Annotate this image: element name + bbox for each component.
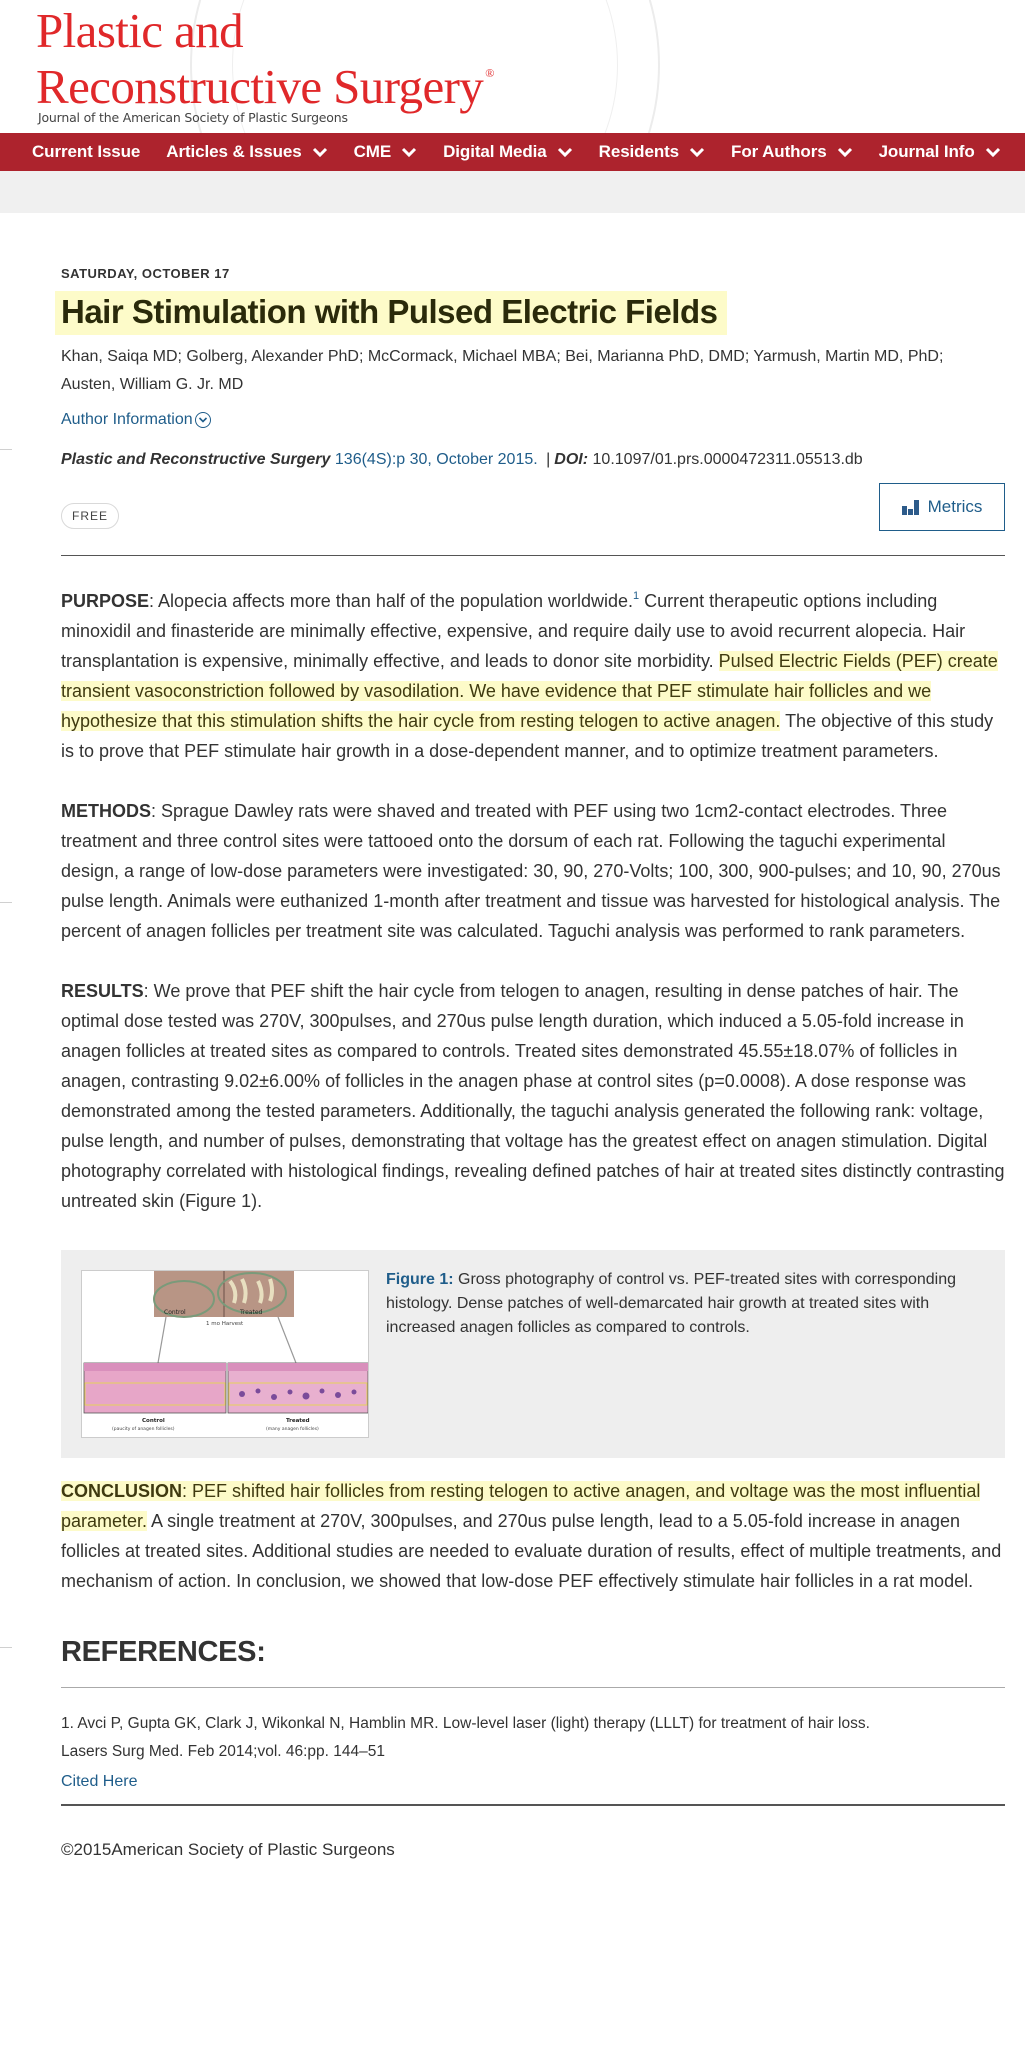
- methods-text: : Sprague Dawley rats were shaved and treated with PEF using two 1cm2-contact electrodes. Three treatment and three control sites were tattooed onto the dorsum of each rat. Following the taguchi experimental design, a range of low-dose parameters were investigated: 30, 90, 270-Volts; 100, 300, 900-pulses; and 10, 90, 270us pulse length. Animals were euthanized 1-month after treatment and tissue was harvested for histological analysis. The percent of anagen follicles per treatment site was calculated. Taguchi analysis was performed to rank parameters.: [61, 801, 1001, 941]
- sub-header-bar: [0, 171, 1025, 213]
- purpose-label: PURPOSE: [61, 591, 150, 611]
- nav-label: Articles & Issues: [166, 142, 302, 161]
- doi-value: 10.1097/01.prs.0000472311.05513.db: [592, 451, 863, 468]
- article-title: Hair Stimulation with Pulsed Electric Fields: [55, 291, 727, 335]
- journal-logo[interactable]: [36, 3, 494, 125]
- results-section: [61, 976, 1005, 1216]
- references-divider: [61, 1687, 1005, 1688]
- nav-label: Journal Info: [878, 142, 975, 161]
- registered-mark: ®: [485, 66, 494, 80]
- nav-cme[interactable]: [354, 142, 417, 162]
- article-meta-row: [61, 483, 1005, 555]
- results-text: : We prove that PEF shift the hair cycle from telogen to anagen, resulting in dense patches of hair. The optimal dose tested was 270V, 300pulses, and 270us pulse length duration, which induced a 5.05-fold increase in anagen follicles at treated sites as compared to controls. Treated sites demonstrated 45.55±18.07% of follicles in anagen, contrasting 9.02±6.00% of follicles in the anagen phase at control sites (p=0.0008). A dose response was demonstrated among the tested parameters. Additionally, the taguchi analysis generated the following rank: voltage, pulse length, and number of pulses, demonstrating that voltage has the greatest effect on anagen stimulation. Digital photography correlated with histological findings, revealing defined patches of hair at treated sites distinctly contrasting untreated skin (Figure 1).: [61, 981, 1005, 1211]
- figure-1-caption-text: Gross photography of control vs. PEF-treated sites with corresponding histology. Dense patches of well-demarcated hair growth at treated sites with increased anagen follicles as compared to controls.: [386, 1271, 957, 1336]
- nav-journal-info[interactable]: [879, 142, 1001, 162]
- masthead: [0, 0, 1025, 133]
- thumb-sub-treated: (many anagen follicles): [266, 1427, 319, 1432]
- nav-articles-issues[interactable]: [166, 142, 327, 162]
- figure-1-image: [82, 1271, 369, 1438]
- reference-text: Lasers Surg Med. Feb 2014;vol. 46:pp. 144–51: [61, 1743, 385, 1760]
- reference-item: [61, 1710, 1005, 1796]
- thumb-label-harvest: 1 mo Harvest: [206, 1321, 244, 1327]
- citation-separator: |: [546, 451, 551, 468]
- volume-link[interactable]: 136(4S):p 30, October 2015.: [334, 451, 538, 468]
- nav-current-issue[interactable]: [32, 142, 140, 162]
- reference-text: 1. Avci P, Gupta GK, Clark J, Wikonkal N, Hamblin MR. Low-level laser (light) therapy (LLLT) for treatment of hair loss.: [61, 1715, 870, 1732]
- reference-link[interactable]: 1: [633, 590, 640, 602]
- figure-1-thumbnail[interactable]: [81, 1270, 369, 1438]
- thumb-caption-control: Control: [142, 1418, 165, 1424]
- author-information-label: Author Information: [61, 411, 193, 428]
- authors-line: Austen, William G. Jr. MD: [61, 376, 244, 393]
- thumb-caption-treated: Treated: [286, 1418, 310, 1424]
- purpose-section: [61, 586, 1005, 766]
- logo-subtitle: Journal of the American Society of Plastic Surgeons: [38, 110, 348, 125]
- thumb-sub-control: (paucity of anagen follicles): [112, 1427, 175, 1432]
- side-divider: [0, 449, 12, 450]
- doi-label: DOI:: [554, 451, 589, 468]
- article-dateline: SATURDAY, OCTOBER 17: [61, 266, 230, 281]
- nav-label: CME: [353, 142, 392, 161]
- author-information-toggle[interactable]: [61, 411, 211, 429]
- chevron-down-icon: [837, 146, 853, 158]
- free-badge: FREE: [61, 503, 119, 529]
- footer-divider: [61, 1804, 1005, 1806]
- metrics-button[interactable]: [879, 483, 1005, 531]
- chevron-down-icon: [312, 146, 328, 158]
- nav-label: Digital Media: [443, 142, 547, 161]
- chevron-down-icon: [985, 146, 1001, 158]
- logo-line-1: Plastic and: [36, 3, 244, 58]
- citation-line: [61, 451, 1005, 469]
- article: [61, 252, 1005, 1860]
- purpose-text: : Alopecia affects more than half of the population worldwide.: [149, 591, 634, 611]
- conclusion-section: [61, 1476, 1005, 1596]
- nav-digital-media[interactable]: [443, 142, 573, 162]
- conclusion-text: A single treatment at 270V, 300pulses, and 270us pulse length, lead to a 5.05-fold increase in anagen follicles at treated sites. Additional studies are needed to evaluate duration of results, effect of multiple treatments, and mechanism of action. In conclusion, we showed that low-dose PEF effectively stimulate hair follicles in a rat model.: [61, 1511, 1002, 1591]
- thumb-label-control: Control: [164, 1309, 186, 1316]
- purpose-text: Current therapeutic options including minoxidil and finasteride are minimally effective, expensive, and require daily use to avoid recurrent alopecia. Hair transplantation is expensive, minimally effective, and leads to donor site morbidity.: [61, 591, 966, 671]
- logo-line-2: [36, 52, 494, 114]
- purpose-highlight: Pulsed Electric Fields (PEF) create transient vasoconstriction followed by vasodilation. We have evidence that PEF stimulate hair follicles and we hypothesize that this stimulation shifts the hair cycle from resting telogen to active anagen.: [61, 651, 998, 731]
- nav-for-authors[interactable]: [731, 142, 853, 162]
- methods-section: [61, 796, 1005, 946]
- header-divider: [61, 555, 1005, 556]
- nav-label: Residents: [598, 142, 680, 161]
- main-nav: [0, 133, 1025, 171]
- conclusion-highlight-text: : PEF shifted hair follicles from resting telogen to active anagen, and voltage was the most influential parameter.: [61, 1481, 981, 1531]
- side-divider: [0, 1647, 12, 1648]
- figure-1-label[interactable]: Figure 1:: [386, 1271, 454, 1288]
- results-label: RESULTS: [61, 981, 144, 1001]
- figure-1: [61, 1250, 1005, 1458]
- copyright: ©2015American Society of Plastic Surgeons: [61, 1839, 395, 1859]
- conclusion-label: CONCLUSION: [61, 1481, 182, 1501]
- references-heading: REFERENCES:: [61, 1636, 266, 1668]
- purpose-text: The objective of this study is to prove that PEF stimulate hair growth in a dose-dependent manner, and to optimize treatment parameters.: [61, 711, 994, 761]
- authors-line: Khan, Saiqa MD; Golberg, Alexander PhD; McCormack, Michael MBA; Bei, Marianna PhD, DMD; Yarmush, Martin MD, PhD;: [61, 348, 944, 365]
- chevron-down-icon: [401, 146, 417, 158]
- nav-label: For Authors: [731, 142, 827, 161]
- journal-name: Plastic and Reconstructive Surgery: [61, 451, 331, 468]
- metrics-label: Metrics: [927, 497, 983, 516]
- nav-residents[interactable]: [599, 142, 705, 162]
- methods-label: METHODS: [61, 801, 151, 821]
- cited-here-link[interactable]: Cited Here: [61, 1773, 138, 1790]
- author-list: [61, 343, 1005, 399]
- chevron-down-circle-icon: [195, 412, 211, 428]
- chevron-down-icon: [689, 146, 705, 158]
- logo-line-2-text: Reconstructive Surgery: [36, 59, 484, 114]
- thumb-label-treated: Treated: [240, 1309, 263, 1316]
- side-divider: [0, 902, 12, 903]
- nav-label: Current Issue: [32, 142, 141, 161]
- bar-chart-icon: [902, 500, 920, 515]
- figure-1-caption: [386, 1268, 986, 1340]
- chevron-down-icon: [557, 146, 573, 158]
